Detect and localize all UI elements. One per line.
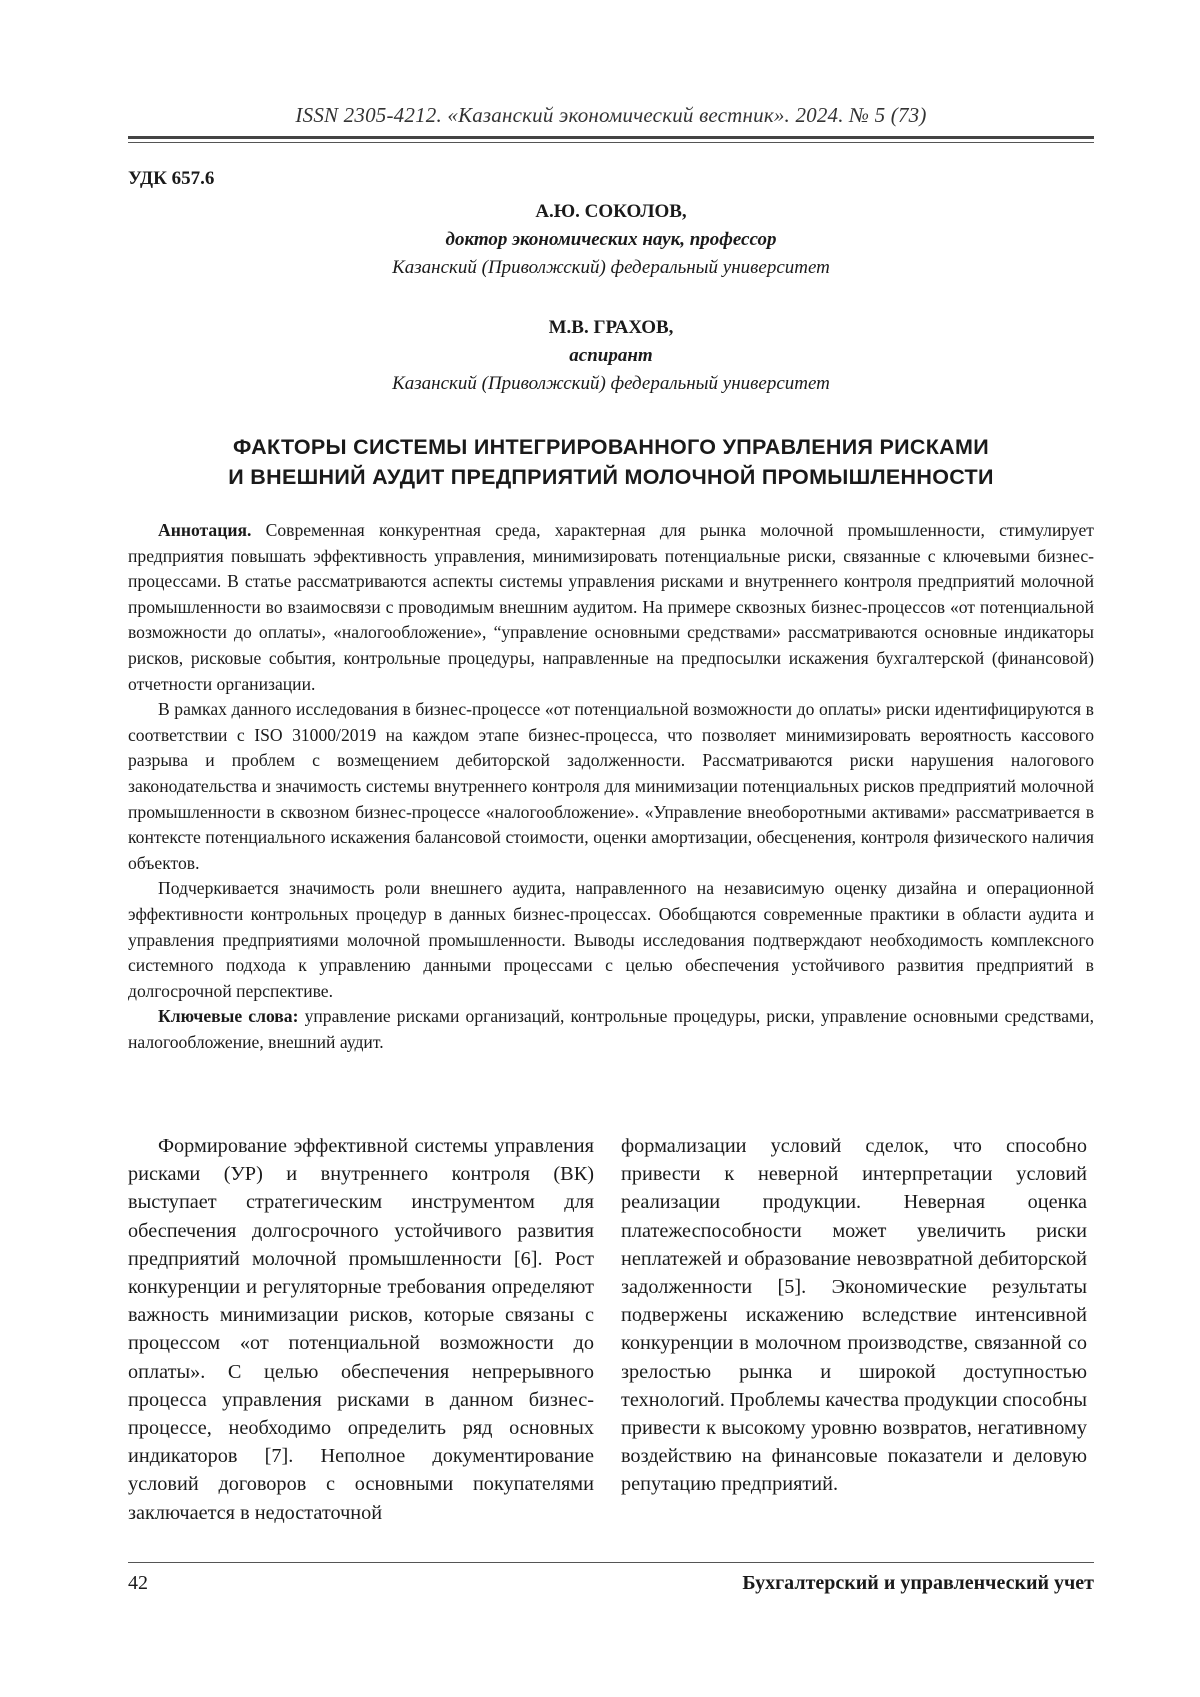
header-rule-thin <box>128 142 1094 143</box>
body-column-right <box>621 1132 1087 1499</box>
body-paragraph: формализации условий сделок, что способно привести к неверной интерпретации условий реализации продукции. Неверная оценка платежеспособности может увеличить риски неплатежей и образование невозвратной дебиторской задолженности [5]. Экономические результаты подвержены искажению вследствие интенсивной конкуренции в молочном производстве, связанной со зрелостью рынка и широкой доступностью технологий. Проблемы качества продукции способны привести к высокому уровню возвратов, негативному воздействию на финансовые показатели и деловую репутацию предприятий. <box>621 1135 1087 1496</box>
abstract-label: Аннотация. <box>158 520 252 540</box>
abstract-paragraph-1: Аннотация. Современная конкурентная среда, характерная для рынка молочной промышленности, стимулирует предприятия повышать эффективность управления, минимизировать потенциальные риски, связанные с ключевыми бизнес-процессами. В статье рассматриваются аспекты системы управления рисками и внутреннего контроля предприятий молочной промышленности во взаимосвязи с проводимым внешним аудитом. На примере сквозных бизнес-процессов «от потенциальной возможности до оплаты», «налогообложение», “управление основными средствами» рассматриваются основные индикаторы рисков, рисковые события, контрольные процедуры, направленные на предпосылки искажения бухгалтерской (финансовой) отчетности организации. <box>128 520 1094 694</box>
author-block-1 <box>128 198 1094 282</box>
header-rule-thick <box>128 136 1094 139</box>
author-degree: доктор экономических наук, профессор <box>445 229 777 250</box>
abstract-paragraph-3: Подчеркивается значимость роли внешнего аудита, направленного на независимую оценку дизайна и операционной эффективности контрольных процедур в данных бизнес-процессах. Обобщаются современные практики в области аудита и управления предприятиями молочной промышленности. Выводы исследования подтверждают необходимость комплексного системного подхода к управлению данными процессами с целью обеспечения устойчивого развития предприятий в долгосрочной перспективе. <box>128 878 1094 1001</box>
author-name: М.В. ГРАХОВ, <box>548 317 674 338</box>
author-affiliation: Казанский (Приволжский) федеральный университет <box>392 257 830 278</box>
keywords-label: Ключевые слова: <box>158 1006 299 1027</box>
body-paragraph: Формирование эффективной системы управления рисками (УР) и внутреннего контроля (ВК) выступает стратегическим инструментом для обеспечения долгосрочного устойчивого развития предприятий молочной промышленности [6]. Рост конкуренции и регуляторные требования определяют важность минимизации рисков, которые связаны с процессом «от потенциальной возможности до оплаты». С целью обеспечения непрерывного процесса управления рисками в данном бизнес-процессе, необходимо определить ряд основных индикаторов [7]. Неполное документирование условий договоров с основными покупателями заключается в недостаточной <box>128 1135 594 1524</box>
abstract <box>128 518 1094 1055</box>
author-affiliation: Казанский (Приволжский) федеральный университет <box>392 373 830 394</box>
page-number: 42 <box>128 1572 148 1594</box>
title-line-1: ФАКТОРЫ СИСТЕМЫ ИНТЕГРИРОВАННОГО УПРАВЛЕНИЯ РИСКАМИ <box>233 435 989 459</box>
body-column-left <box>128 1132 594 1527</box>
author-degree: аспирант <box>569 345 653 366</box>
abstract-paragraph-2: В рамках данного исследования в бизнес-процессе «от потенциальной возможности до оплаты» риски идентифицируются в соответствии с ISO 31000/2019 на каждом этапе бизнес-процесса, что позволяет минимизировать вероятность кассового разрыва и проблем с возмещением дебиторской задолженности. Рассматриваются риски нарушения налогового законодательства и значимость системы внутреннего контроля для минимизации потенциальных рисков предприятий молочной промышленности в сквозном бизнес-процессе «налогообложение». «Управление внеоборотными активами» рассматривается в контексте потенциального искажения балансовой стоимости, оценки амортизации, обесценения, контроля физического наличия объектов. <box>128 699 1094 873</box>
author-name: А.Ю. СОКОЛОВ, <box>535 201 687 222</box>
keywords: Ключевые слова: управление рисками организаций, контрольные процедуры, риски, управление основными средствами, налогообложение, внешний аудит. <box>128 1006 1094 1052</box>
author-block-2 <box>128 314 1094 398</box>
journal-header: ISSN 2305-4212. «Казанский экономический вестник». 2024. № 5 (73) <box>295 103 927 127</box>
footer-rule <box>128 1562 1094 1563</box>
article-title <box>128 432 1094 492</box>
udc-code: УДК 657.6 <box>128 168 215 189</box>
title-line-2: И ВНЕШНИЙ АУДИТ ПРЕДПРИЯТИЙ МОЛОЧНОЙ ПРОМЫШЛЕННОСТИ <box>228 465 994 489</box>
footer-section-title: Бухгалтерский и управленческий учет <box>742 1572 1094 1594</box>
